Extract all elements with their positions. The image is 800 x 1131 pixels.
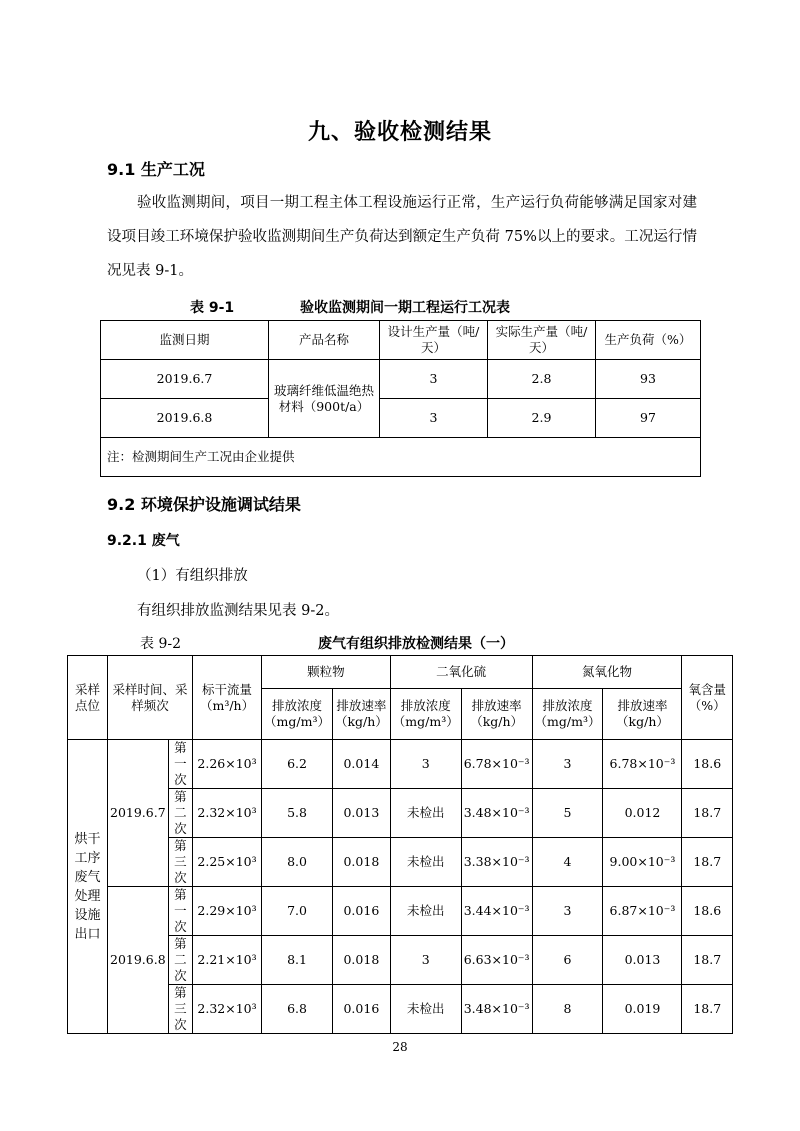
table-row <box>101 360 701 399</box>
pm-rate-cell: 0.018 <box>332 838 390 887</box>
so2-rate-cell: 6.78×10⁻³ <box>461 740 532 789</box>
date-cell: 2019.6.8 <box>101 399 269 438</box>
freq-cell: 第二次 <box>168 789 192 838</box>
flow-cell: 2.25×10³ <box>193 838 262 887</box>
page-number: 28 <box>392 1040 408 1054</box>
pm-rate-cell: 0.013 <box>332 789 390 838</box>
table-9-1 <box>100 320 701 477</box>
header-cell: 生产负荷（%） <box>596 321 701 360</box>
flow-cell: 2.32×10³ <box>193 985 262 1034</box>
nox-conc-cell: 3 <box>532 887 603 936</box>
table-row <box>68 887 733 936</box>
header-point: 采样点位 <box>68 656 108 740</box>
sampling-point-cell: 烘干工序废气处理设施出口 <box>68 740 108 1034</box>
subsection-heading-9-2-1: 9.2.1 废气 <box>107 533 180 549</box>
header-so2-rate: 排放速率（kg/h） <box>461 689 532 740</box>
section-heading-9-2: 9.2 环境保护设施调试结果 <box>107 495 301 514</box>
flow-cell: 2.26×10³ <box>193 740 262 789</box>
so2-rate-cell: 3.48×10⁻³ <box>461 789 532 838</box>
oxygen-cell: 18.7 <box>682 838 733 887</box>
freq-cell: 第三次 <box>168 838 192 887</box>
pm-conc-cell: 8.1 <box>262 936 333 985</box>
oxygen-cell: 18.6 <box>682 740 733 789</box>
product-cell: 玻璃纤维低温绝热材料（900t/a） <box>269 360 380 438</box>
pm-rate-cell: 0.014 <box>332 740 390 789</box>
nox-conc-cell: 4 <box>532 838 603 887</box>
nox-rate-cell: 6.78×10⁻³ <box>603 740 682 789</box>
header-nox-rate: 排放速率（kg/h） <box>603 689 682 740</box>
header-pm-conc: 排放浓度（mg/m³） <box>262 689 333 740</box>
flow-cell: 2.21×10³ <box>193 936 262 985</box>
load-cell: 93 <box>596 360 701 399</box>
list-item-organized-emission: （1）有组织排放 <box>137 568 248 584</box>
header-pm-rate: 排放速率（kg/h） <box>332 689 390 740</box>
pm-conc-cell: 7.0 <box>262 887 333 936</box>
oxygen-cell: 18.7 <box>682 789 733 838</box>
nox-rate-cell: 6.87×10⁻³ <box>603 887 682 936</box>
nox-rate-cell: 0.013 <box>603 936 682 985</box>
design-cell: 3 <box>380 399 488 438</box>
table-row <box>68 740 733 789</box>
table-note-row <box>101 438 701 477</box>
actual-cell: 2.8 <box>488 360 596 399</box>
nox-conc-cell: 5 <box>532 789 603 838</box>
header-so2-conc: 排放浓度（mg/m³） <box>390 689 461 740</box>
header-cell: 监测日期 <box>101 321 269 360</box>
oxygen-cell: 18.7 <box>682 985 733 1034</box>
freq-cell: 第一次 <box>168 740 192 789</box>
table-header-row <box>68 656 733 689</box>
pm-conc-cell: 6.2 <box>262 740 333 789</box>
table-row <box>68 936 733 985</box>
header-cell: 产品名称 <box>269 321 380 360</box>
group-so2: 二氧化硫 <box>390 656 532 689</box>
sampling-date-cell: 2019.6.7 <box>108 740 169 887</box>
nox-rate-cell: 9.00×10⁻³ <box>603 838 682 887</box>
freq-cell: 第一次 <box>168 887 192 936</box>
so2-rate-cell: 3.48×10⁻³ <box>461 985 532 1034</box>
section-heading-9-1: 9.1 生产工况 <box>107 160 205 179</box>
so2-conc-cell: 未检出 <box>390 985 461 1034</box>
table-row <box>68 838 733 887</box>
so2-conc-cell: 未检出 <box>390 789 461 838</box>
pm-conc-cell: 8.0 <box>262 838 333 887</box>
table-9-1-label: 表 9-1 <box>190 300 235 316</box>
freq-cell: 第三次 <box>168 985 192 1034</box>
group-particulate: 颗粒物 <box>262 656 391 689</box>
oxygen-cell: 18.6 <box>682 887 733 936</box>
design-cell: 3 <box>380 360 488 399</box>
so2-rate-cell: 3.44×10⁻³ <box>461 887 532 936</box>
table-row <box>68 789 733 838</box>
pm-rate-cell: 0.018 <box>332 936 390 985</box>
table-header-row <box>101 321 701 360</box>
load-cell: 97 <box>596 399 701 438</box>
nox-conc-cell: 8 <box>532 985 603 1034</box>
header-flow: 标干流量（m³/h） <box>193 656 262 740</box>
group-nox: 氮氧化物 <box>532 656 682 689</box>
freq-cell: 第二次 <box>168 936 192 985</box>
table-9-2-title: 废气有组织排放检测结果（一） <box>318 636 514 652</box>
nox-rate-cell: 0.012 <box>603 789 682 838</box>
section-9-1-paragraph: 验收监测期间，项目一期工程主体工程设施运行正常，生产运行负荷能够满足国家对建设项目竣工环境保护验收监测期间生产负荷达到额定生产负荷 75%以上的要求。工况运行情况见表 9-1。 <box>107 195 697 279</box>
pm-conc-cell: 5.8 <box>262 789 333 838</box>
table-note: 注：检测期间生产工况由企业提供 <box>101 438 701 477</box>
so2-conc-cell: 未检出 <box>390 838 461 887</box>
so2-conc-cell: 3 <box>390 740 461 789</box>
table-row <box>68 985 733 1034</box>
nox-conc-cell: 6 <box>532 936 603 985</box>
oxygen-cell: 18.7 <box>682 936 733 985</box>
pm-conc-cell: 6.8 <box>262 985 333 1034</box>
table-reference-text: 有组织排放监测结果见表 9-2。 <box>137 603 339 619</box>
table-9-2-label: 表 9-2 <box>140 636 181 652</box>
date-cell: 2019.6.7 <box>101 360 269 399</box>
header-cell: 设计生产量（吨/天） <box>380 321 488 360</box>
so2-rate-cell: 3.38×10⁻³ <box>461 838 532 887</box>
table-9-2 <box>67 655 733 1034</box>
pm-rate-cell: 0.016 <box>332 887 390 936</box>
so2-conc-cell: 未检出 <box>390 887 461 936</box>
flow-cell: 2.29×10³ <box>193 887 262 936</box>
header-nox-conc: 排放浓度（mg/m³） <box>532 689 603 740</box>
header-time: 采样时间、采样频次 <box>108 656 193 740</box>
chapter-title: 九、验收检测结果 <box>307 120 492 145</box>
pm-rate-cell: 0.016 <box>332 985 390 1034</box>
nox-rate-cell: 0.019 <box>603 985 682 1034</box>
sampling-date-cell: 2019.6.8 <box>108 887 169 1034</box>
so2-rate-cell: 6.63×10⁻³ <box>461 936 532 985</box>
actual-cell: 2.9 <box>488 399 596 438</box>
table-9-1-title: 验收监测期间一期工程运行工况表 <box>300 300 510 316</box>
header-oxygen: 氧含量（%） <box>682 656 733 740</box>
nox-conc-cell: 3 <box>532 740 603 789</box>
so2-conc-cell: 3 <box>390 936 461 985</box>
header-cell: 实际生产量（吨/天） <box>488 321 596 360</box>
table-row <box>101 399 701 438</box>
flow-cell: 2.32×10³ <box>193 789 262 838</box>
